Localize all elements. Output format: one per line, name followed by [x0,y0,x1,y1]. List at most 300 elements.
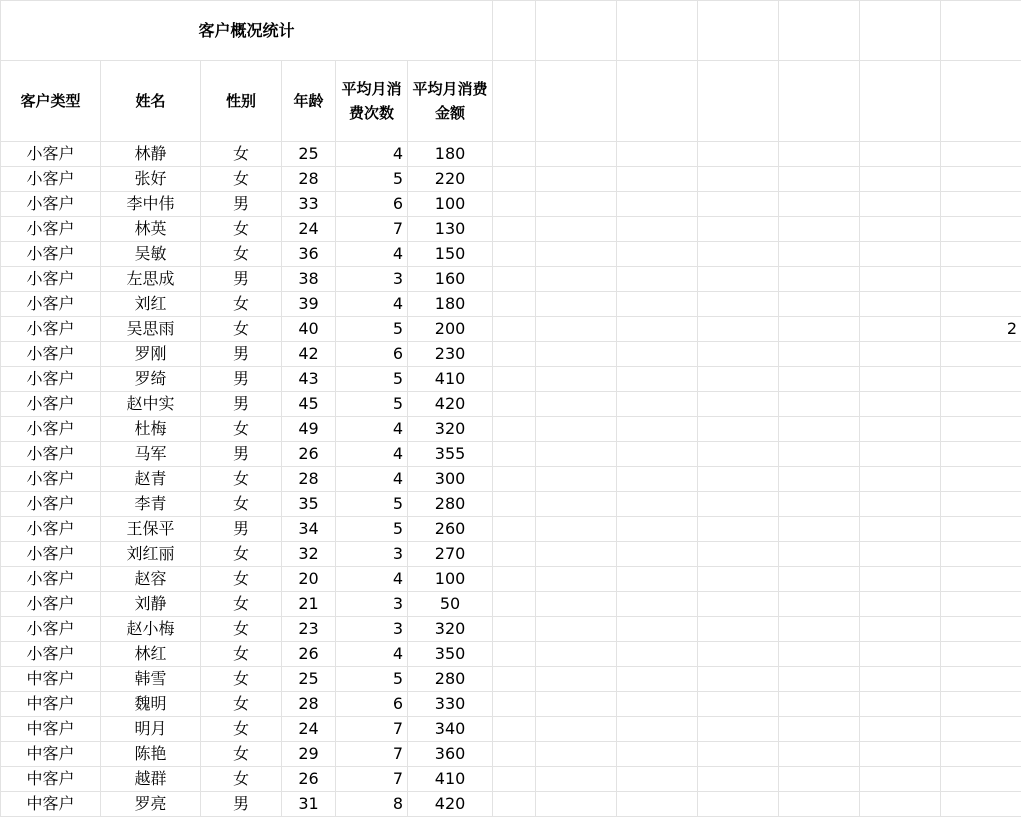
cell[interactable] [617,267,698,292]
cell-gender[interactable]: 女 [201,142,282,167]
cell-name[interactable]: 杜梅 [101,417,201,442]
cell[interactable] [493,192,536,217]
cell-monthly-count[interactable]: 6 [336,192,408,217]
cell-name[interactable]: 赵青 [101,467,201,492]
cell[interactable] [493,742,536,767]
cell-gender[interactable]: 女 [201,167,282,192]
cell-age[interactable]: 24 [282,717,336,742]
cell[interactable] [536,692,617,717]
cell-age[interactable]: 43 [282,367,336,392]
cell[interactable] [493,792,536,817]
cell[interactable] [493,317,536,342]
cell-monthly-count[interactable]: 4 [336,417,408,442]
cell-customer-type[interactable]: 小客户 [1,467,101,492]
cell-gender[interactable]: 男 [201,517,282,542]
cell[interactable] [941,442,1021,467]
cell[interactable] [941,517,1021,542]
cell[interactable] [617,492,698,517]
cell[interactable] [617,442,698,467]
cell[interactable] [860,692,941,717]
cell-age[interactable]: 26 [282,767,336,792]
cell[interactable] [698,717,779,742]
cell-age[interactable]: 23 [282,617,336,642]
cell[interactable] [536,742,617,767]
cell-age[interactable]: 28 [282,167,336,192]
cell-customer-type[interactable]: 小客户 [1,392,101,417]
cell[interactable] [536,217,617,242]
cell-name[interactable]: 马军 [101,442,201,467]
cell-monthly-amount[interactable]: 180 [408,292,493,317]
cell[interactable] [698,592,779,617]
cell-monthly-count[interactable]: 4 [336,467,408,492]
cell-gender[interactable]: 女 [201,292,282,317]
cell[interactable] [536,567,617,592]
cell-age[interactable]: 20 [282,567,336,592]
cell-age[interactable]: 31 [282,792,336,817]
cell-monthly-count[interactable]: 7 [336,217,408,242]
cell-monthly-amount[interactable]: 410 [408,367,493,392]
cell-gender[interactable]: 女 [201,667,282,692]
cell-gender[interactable]: 女 [201,692,282,717]
cell[interactable] [617,292,698,317]
cell[interactable] [617,692,698,717]
cell-monthly-count[interactable]: 3 [336,617,408,642]
cell[interactable] [941,492,1021,517]
cell[interactable] [779,292,860,317]
cell[interactable] [617,367,698,392]
cell[interactable] [698,167,779,192]
cell-monthly-count[interactable]: 5 [336,517,408,542]
cell[interactable] [536,292,617,317]
cell-gender[interactable]: 女 [201,592,282,617]
cell[interactable] [493,642,536,667]
cell[interactable] [698,367,779,392]
cell[interactable] [698,267,779,292]
cell[interactable] [493,717,536,742]
cell-name[interactable]: 韩雪 [101,667,201,692]
cell[interactable] [493,367,536,392]
cell[interactable] [941,617,1021,642]
cell[interactable] [617,317,698,342]
cell-monthly-amount[interactable]: 360 [408,742,493,767]
cell[interactable] [779,792,860,817]
cell[interactable] [493,61,536,142]
cell[interactable] [617,467,698,492]
cell-monthly-amount[interactable]: 150 [408,242,493,267]
cell[interactable] [941,167,1021,192]
cell-customer-type[interactable]: 中客户 [1,717,101,742]
cell-monthly-amount[interactable]: 180 [408,142,493,167]
cell[interactable] [536,142,617,167]
cell-gender[interactable]: 女 [201,617,282,642]
cell[interactable] [779,167,860,192]
cell[interactable] [779,492,860,517]
cell[interactable] [493,242,536,267]
cell-monthly-count[interactable]: 5 [336,367,408,392]
cell-age[interactable]: 21 [282,592,336,617]
cell[interactable] [779,692,860,717]
cell[interactable] [698,192,779,217]
cell[interactable] [779,1,860,61]
cell-age[interactable]: 28 [282,467,336,492]
cell-monthly-amount[interactable]: 270 [408,542,493,567]
cell[interactable] [617,1,698,61]
cell-name[interactable]: 林静 [101,142,201,167]
cell[interactable] [536,467,617,492]
cell-name[interactable]: 林红 [101,642,201,667]
cell[interactable] [941,342,1021,367]
cell-age[interactable]: 26 [282,442,336,467]
cell-monthly-count[interactable]: 4 [336,642,408,667]
cell-customer-type[interactable]: 小客户 [1,542,101,567]
cell-name[interactable]: 吴敏 [101,242,201,267]
cell[interactable] [860,667,941,692]
cell[interactable] [536,792,617,817]
cell-gender[interactable]: 男 [201,267,282,292]
cell-name[interactable]: 陈艳 [101,742,201,767]
cell[interactable] [698,242,779,267]
cell[interactable] [941,292,1021,317]
cell[interactable] [698,767,779,792]
cell[interactable] [941,792,1021,817]
cell-monthly-amount[interactable]: 260 [408,517,493,542]
cell[interactable] [617,167,698,192]
cell[interactable] [779,392,860,417]
cell-customer-type[interactable]: 小客户 [1,217,101,242]
cell[interactable] [536,417,617,442]
cell-age[interactable]: 28 [282,692,336,717]
cell-name[interactable]: 越群 [101,767,201,792]
cell[interactable] [698,342,779,367]
cell[interactable] [493,417,536,442]
cell[interactable] [779,417,860,442]
cell[interactable] [617,342,698,367]
cell-gender[interactable]: 女 [201,317,282,342]
cell[interactable] [617,517,698,542]
cell[interactable] [860,192,941,217]
cell[interactable] [860,417,941,442]
cell[interactable] [617,667,698,692]
cell[interactable] [536,767,617,792]
cell-monthly-amount[interactable]: 340 [408,717,493,742]
cell-age[interactable]: 35 [282,492,336,517]
cell[interactable] [493,342,536,367]
cell-gender[interactable]: 女 [201,767,282,792]
cell[interactable] [779,367,860,392]
cell[interactable] [698,617,779,642]
cell[interactable] [698,742,779,767]
cell-monthly-count[interactable]: 4 [336,442,408,467]
cell-customer-type[interactable]: 小客户 [1,442,101,467]
cell[interactable] [698,317,779,342]
cell-monthly-count[interactable]: 3 [336,542,408,567]
cell-monthly-amount[interactable]: 230 [408,342,493,367]
cell-monthly-count[interactable]: 7 [336,767,408,792]
cell-name[interactable]: 张好 [101,167,201,192]
cell[interactable] [536,167,617,192]
cell-name[interactable]: 王保平 [101,517,201,542]
cell[interactable] [698,417,779,442]
cell-age[interactable]: 25 [282,667,336,692]
cell-name[interactable]: 罗绮 [101,367,201,392]
cell-age[interactable]: 42 [282,342,336,367]
cell[interactable] [860,367,941,392]
cell-name[interactable]: 吴思雨 [101,317,201,342]
cell-age[interactable]: 45 [282,392,336,417]
cell[interactable] [779,467,860,492]
cell-customer-type[interactable]: 小客户 [1,292,101,317]
cell[interactable] [536,667,617,692]
cell[interactable] [536,717,617,742]
cell-gender[interactable]: 女 [201,542,282,567]
cell-customer-type[interactable]: 小客户 [1,267,101,292]
cell-monthly-count[interactable]: 5 [336,317,408,342]
cell-customer-type[interactable]: 小客户 [1,567,101,592]
cell-gender[interactable]: 男 [201,792,282,817]
cell[interactable] [536,492,617,517]
cell-monthly-amount[interactable]: 100 [408,567,493,592]
cell-monthly-count[interactable]: 3 [336,592,408,617]
cell-name[interactable]: 赵中实 [101,392,201,417]
cell-customer-type[interactable]: 小客户 [1,367,101,392]
cell[interactable] [617,417,698,442]
cell-age[interactable]: 36 [282,242,336,267]
cell[interactable] [860,542,941,567]
cell-name[interactable]: 赵容 [101,567,201,592]
cell[interactable] [493,567,536,592]
cell-name[interactable]: 李青 [101,492,201,517]
cell-monthly-count[interactable]: 3 [336,267,408,292]
cell[interactable] [617,617,698,642]
cell[interactable] [779,567,860,592]
cell[interactable] [536,1,617,61]
cell-monthly-count[interactable]: 7 [336,742,408,767]
cell[interactable] [493,392,536,417]
cell[interactable] [941,592,1021,617]
cell-gender[interactable]: 女 [201,467,282,492]
cell-monthly-count[interactable]: 5 [336,167,408,192]
header-cell-type[interactable]: 客户类型 [1,61,101,142]
cell[interactable] [779,267,860,292]
cell-monthly-amount[interactable]: 50 [408,592,493,617]
cell-name[interactable]: 刘红 [101,292,201,317]
cell[interactable] [536,242,617,267]
cell[interactable] [941,417,1021,442]
cell[interactable] [941,467,1021,492]
cell[interactable] [493,467,536,492]
header-cell-count[interactable] [336,61,408,142]
cell[interactable] [941,1,1021,61]
cell-monthly-amount[interactable]: 350 [408,642,493,667]
cell[interactable] [860,742,941,767]
cell-monthly-count[interactable]: 6 [336,692,408,717]
cell-age[interactable]: 33 [282,192,336,217]
cell-customer-type[interactable]: 中客户 [1,767,101,792]
cell[interactable] [698,61,779,142]
cell[interactable] [536,642,617,667]
cell-customer-type[interactable]: 小客户 [1,242,101,267]
cell-name[interactable]: 明月 [101,717,201,742]
cell[interactable] [779,642,860,667]
cell[interactable] [860,442,941,467]
cell[interactable] [941,767,1021,792]
cell[interactable] [860,717,941,742]
cell-monthly-amount[interactable]: 420 [408,792,493,817]
cell[interactable] [536,592,617,617]
cell-monthly-amount[interactable]: 220 [408,167,493,192]
cell[interactable] [617,792,698,817]
cell-age[interactable]: 25 [282,142,336,167]
cell-age[interactable]: 26 [282,642,336,667]
cell[interactable] [493,692,536,717]
header-cell-name[interactable]: 姓名 [101,61,201,142]
cell-monthly-amount[interactable]: 300 [408,467,493,492]
cell[interactable] [860,792,941,817]
cell[interactable] [860,267,941,292]
cell[interactable] [860,392,941,417]
cell-monthly-count[interactable]: 6 [336,342,408,367]
cell[interactable] [698,492,779,517]
cell-customer-type[interactable]: 中客户 [1,692,101,717]
cell[interactable] [941,667,1021,692]
cell-monthly-amount[interactable]: 320 [408,417,493,442]
cell[interactable] [698,692,779,717]
cell[interactable] [536,517,617,542]
cell[interactable] [493,217,536,242]
cell[interactable] [493,1,536,61]
cell[interactable] [860,1,941,61]
cell-customer-type[interactable]: 小客户 [1,617,101,642]
cell-monthly-amount[interactable]: 410 [408,767,493,792]
cell[interactable] [493,492,536,517]
cell[interactable] [617,192,698,217]
cell[interactable] [698,442,779,467]
cell-customer-type[interactable]: 小客户 [1,192,101,217]
cell[interactable] [493,667,536,692]
cell-name[interactable]: 林英 [101,217,201,242]
cell-name[interactable]: 李中伟 [101,192,201,217]
cell-age[interactable]: 24 [282,217,336,242]
cell[interactable] [617,567,698,592]
cell[interactable] [860,767,941,792]
cell[interactable] [779,767,860,792]
cell[interactable] [779,61,860,142]
cell[interactable] [536,617,617,642]
cell[interactable] [860,342,941,367]
cell-monthly-count[interactable]: 4 [336,142,408,167]
cell[interactable] [779,517,860,542]
cell[interactable] [860,642,941,667]
cell-monthly-amount[interactable]: 280 [408,667,493,692]
cell[interactable] [536,442,617,467]
cell[interactable] [779,742,860,767]
cell[interactable] [617,242,698,267]
cell[interactable] [698,567,779,592]
cell-customer-type[interactable]: 小客户 [1,317,101,342]
cell[interactable] [698,517,779,542]
cell-monthly-amount[interactable]: 100 [408,192,493,217]
cell-gender[interactable]: 女 [201,567,282,592]
cell-monthly-amount[interactable]: 280 [408,492,493,517]
cell[interactable] [698,467,779,492]
cell[interactable] [617,61,698,142]
cell[interactable] [941,642,1021,667]
cell-customer-type[interactable]: 小客户 [1,492,101,517]
cell[interactable] [779,142,860,167]
cell[interactable] [536,392,617,417]
cell[interactable] [617,717,698,742]
cell-monthly-count[interactable]: 5 [336,392,408,417]
header-cell-age[interactable]: 年龄 [282,61,336,142]
cell-gender[interactable]: 女 [201,217,282,242]
cell[interactable] [493,292,536,317]
cell[interactable] [941,542,1021,567]
cell[interactable] [860,142,941,167]
cell[interactable] [698,392,779,417]
cell-gender[interactable]: 男 [201,192,282,217]
cell[interactable] [617,217,698,242]
cell[interactable] [617,742,698,767]
cell-monthly-count[interactable]: 7 [336,717,408,742]
header-cell-gender[interactable]: 性别 [201,61,282,142]
cell-gender[interactable]: 男 [201,392,282,417]
cell-monthly-count[interactable]: 8 [336,792,408,817]
cell[interactable] [617,392,698,417]
cell[interactable] [493,442,536,467]
cell[interactable] [698,142,779,167]
cell-customer-type[interactable]: 中客户 [1,667,101,692]
cell-name[interactable]: 刘红丽 [101,542,201,567]
cell[interactable] [860,292,941,317]
cell[interactable] [536,542,617,567]
cell[interactable] [698,1,779,61]
cell-gender[interactable]: 男 [201,342,282,367]
cell-name[interactable]: 刘静 [101,592,201,617]
cell-customer-type[interactable]: 小客户 [1,592,101,617]
cell-age[interactable]: 34 [282,517,336,542]
cell[interactable] [493,592,536,617]
cell-gender[interactable]: 女 [201,242,282,267]
cell-gender[interactable]: 男 [201,367,282,392]
cell[interactable] [698,642,779,667]
cell[interactable] [860,217,941,242]
cell-customer-type[interactable]: 小客户 [1,642,101,667]
cell-customer-type[interactable]: 小客户 [1,417,101,442]
cell-monthly-amount[interactable]: 420 [408,392,493,417]
cell[interactable] [860,492,941,517]
cell[interactable] [941,567,1021,592]
cell-age[interactable]: 29 [282,742,336,767]
cell[interactable] [617,142,698,167]
cell-gender[interactable]: 女 [201,717,282,742]
cell[interactable] [779,192,860,217]
cell[interactable] [941,392,1021,417]
cell[interactable] [860,567,941,592]
cell-monthly-count[interactable]: 5 [336,492,408,517]
cell-name[interactable]: 左思成 [101,267,201,292]
cell[interactable] [941,142,1021,167]
cell[interactable] [493,142,536,167]
cell[interactable] [941,242,1021,267]
cell[interactable] [698,542,779,567]
cell-monthly-count[interactable]: 5 [336,667,408,692]
cell[interactable] [698,792,779,817]
cell[interactable] [617,642,698,667]
cell-age[interactable]: 32 [282,542,336,567]
cell[interactable] [493,617,536,642]
cell[interactable] [860,61,941,142]
cell-gender[interactable]: 男 [201,442,282,467]
